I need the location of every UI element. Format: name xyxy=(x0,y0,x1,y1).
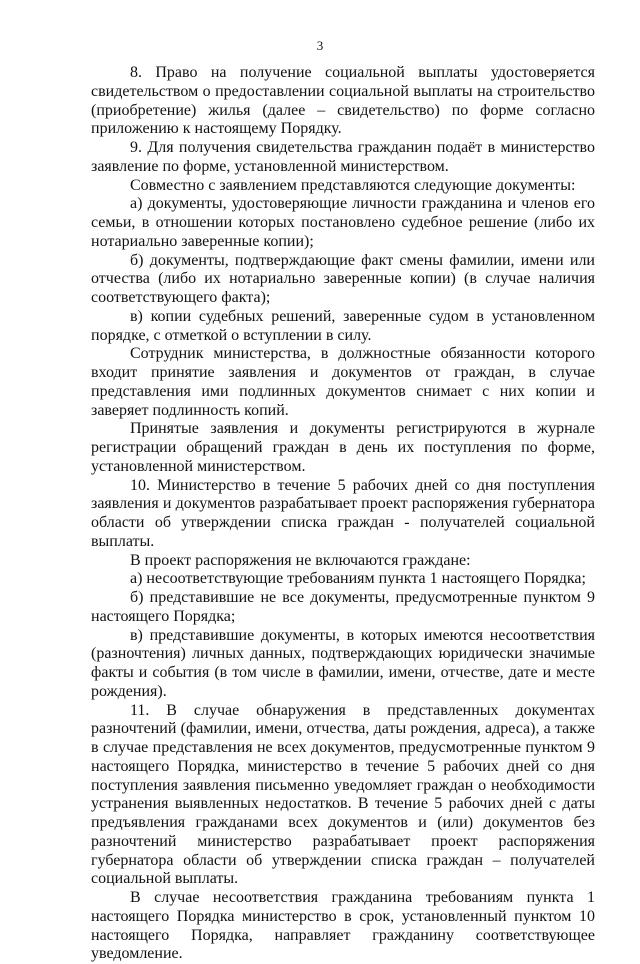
list-item-b-name-change-documents: б) документы, подтверждающие факт смены фамилии, имени или отчества (либо их нотариально заверенные копии) (в случае наличия соответствующего факта); xyxy=(91,251,595,306)
paragraph-9: 9. Для получения свидетельства гражданин подаёт в министерство заявление по форме, установленной министерством. xyxy=(91,139,595,175)
paragraph-exclusions-intro: В проект распоряжения не включаются граждане: xyxy=(130,551,471,569)
page-number: 3 xyxy=(316,38,324,53)
list-item-a-exclusion: а) несоответствующие требованиям пункта 1 настоящего Порядка; xyxy=(130,570,586,588)
paragraph-8: 8. Право на получение социальной выплаты удостоверяется свидетельством о предоставлении социальной выплаты на строительство (приобретение) жилья (далее – свидетельство) по форме согласно приложению к настоящему Порядку. xyxy=(91,64,595,138)
list-item-c-exclusion: в) представившие документы, в которых имеются несоответствия (разночтения) личных данных, подтверждающих юридически значимые факты и события (в том числе в фамилии, имени, отчестве, дате и месте рождения). xyxy=(91,626,595,700)
paragraph-noncompliance-notice: В случае несоответствия гражданина требованиям пункта 1 настоящего Порядка министерство в срок, установленный пунктом 10 настоящего Порядка, направляет гражданину соответствующее уведомление. xyxy=(91,889,595,963)
document-body xyxy=(91,64,595,964)
paragraph-copies-certification: Сотрудник министерства, в должностные обязанности которого входит принятие заявления и документов от граждан, в случае представления ими подлинных документов снимает с них копии и заверяет подлинность копий. xyxy=(91,345,595,419)
list-item-c-court-decisions: в) копии судебных решений, заверенные судом в установленном порядке, с отметкой о вступлении в силу. xyxy=(91,307,595,344)
list-item-b-exclusion: б) представившие не все документы, предусмотренные пунктом 9 настоящего Порядка; xyxy=(91,589,595,625)
paragraph-10: 10. Министерство в течение 5 рабочих дней со дня поступления заявления и документов разрабатывает проект распоряжения губернатора области об утверждении списка граждан - получателей социальной выплаты. xyxy=(91,476,595,550)
paragraph-registration: Принятые заявления и документы регистрируются в журнале регистрации обращений граждан в день их поступления по форме, установленной министерством. xyxy=(91,420,595,475)
paragraph-documents-intro: Совместно с заявлением представляются следующие документы: xyxy=(130,176,576,194)
list-item-a-identity-documents: а) документы, удостоверяющие личности гражданина и членов его семьи, в отношении которых постановлено судебное решение (либо их нотариально заверенные копии); xyxy=(91,195,595,250)
paragraph-11: 11. В случае обнаружения в представленных документах разночтений (фамилии, имени, отчества, даты рождения, адреса), а также в случае представления не всех документов, предусмотренные пунктом 9 настоящего Порядка, министерство в течение 5 рабочих дней со дня поступления заявления письменно уведомляет граждан о необходимости устранения выявленных недостатков. В течение 5 рабочих дней с даты предъявления гражданами всех документов и (или) документов без разночтений министерство разрабатывает проект распоряжения губернатора области об утверждении списка граждан – получателей социальной выплаты. xyxy=(91,701,595,888)
